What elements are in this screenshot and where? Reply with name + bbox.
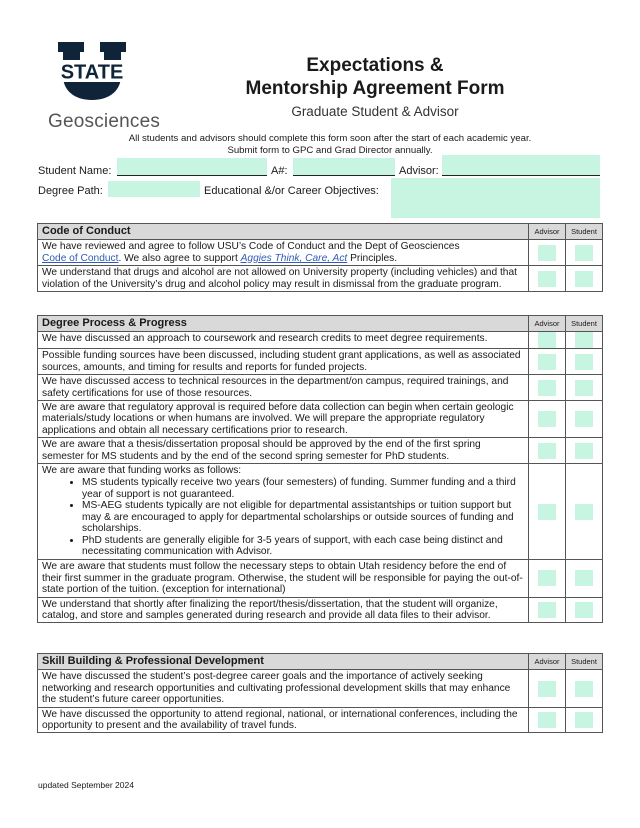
- list-item: • MS-AEG students typically are not eligible for departmental assistantships or tuition support but may & are encouraged to apply for departmental scholarships or outside sources of funding and scholarships.: [82, 500, 524, 534]
- form-subtitle: Graduate Student & Advisor: [291, 104, 459, 119]
- funding-list: [42, 477, 524, 557]
- code-of-conduct-table: [37, 223, 603, 292]
- student-check-cell: [566, 332, 603, 349]
- student-check-cell: [566, 438, 603, 464]
- student-column-header: Student: [566, 316, 603, 332]
- advisor-checkbox[interactable]: [538, 504, 556, 520]
- student-column-header: Student: [566, 224, 603, 240]
- student-checkbox[interactable]: [575, 245, 593, 261]
- advisor-check-cell: [529, 670, 566, 707]
- advisor-checkbox[interactable]: [538, 570, 556, 586]
- advisor-check-cell: [529, 401, 566, 438]
- table-row: [38, 332, 603, 349]
- agreement-text: We understand that shortly after finalizing the report/thesis/dissertation, that the student will organize, catalog, and store and samples generated during research and provide all data files to their advisor.: [38, 597, 529, 623]
- student-checkbox[interactable]: [575, 443, 593, 459]
- student-checkbox[interactable]: [575, 712, 593, 728]
- student-check-cell: [566, 597, 603, 623]
- code-of-conduct-link[interactable]: Code of Conduct: [42, 252, 119, 264]
- student-checkbox[interactable]: [575, 380, 593, 396]
- table-row: [38, 375, 603, 401]
- form-title-line1: Expectations &: [306, 55, 444, 76]
- advisor-checkbox[interactable]: [538, 411, 556, 427]
- student-name-field[interactable]: [117, 158, 267, 176]
- table-row: [38, 670, 603, 707]
- logo-subtitle: Geosciences: [48, 111, 161, 132]
- advisor-checkbox[interactable]: [538, 712, 556, 728]
- table-row: [38, 464, 603, 560]
- student-checkbox[interactable]: [575, 570, 593, 586]
- advisor-check-cell: [529, 464, 566, 560]
- student-checkbox[interactable]: [575, 354, 593, 370]
- student-check-cell: [566, 560, 603, 597]
- advisor-check-cell: [529, 266, 566, 292]
- skill-building-table: [37, 653, 603, 733]
- advisor-checkbox[interactable]: [538, 332, 556, 348]
- list-item: • PhD students are generally eligible for 3-5 years of support, with each case being distinct and necessitating communication with Advisor.: [82, 535, 524, 558]
- section-header-row: [38, 654, 603, 670]
- student-checkbox[interactable]: [575, 681, 593, 697]
- student-checkbox[interactable]: [575, 271, 593, 287]
- agreement-text: We understand that drugs and alcohol are not allowed on University property (including vehicles) and that violation of the University’s drug and alcohol policy may result in dismissal from the graduate program.: [38, 266, 529, 292]
- student-checkbox[interactable]: [575, 332, 593, 348]
- student-check-cell: [566, 401, 603, 438]
- form-title-line2: Mentorship Agreement Form: [245, 78, 505, 99]
- skill-building-heading: Skill Building & Professional Development: [38, 654, 529, 670]
- student-checkbox[interactable]: [575, 602, 593, 618]
- conduct-row1-text-c: Principles.: [347, 252, 398, 264]
- student-column-header: Student: [566, 654, 603, 670]
- aggies-think-care-act-link[interactable]: Aggies Think, Care, Act: [240, 252, 348, 264]
- degree-path-label: Degree Path:: [38, 185, 103, 197]
- advisor-checkbox[interactable]: [538, 443, 556, 459]
- updated-date-footer: updated September 2024: [38, 780, 134, 790]
- advisor-checkbox[interactable]: [538, 354, 556, 370]
- agreement-text: We are aware that a thesis/dissertation proposal should be approved by the end of the first spring semester for MS students and by the end of the second spring semester for PhD students.: [38, 438, 529, 464]
- student-check-cell: [566, 266, 603, 292]
- usu-u-logo-icon: [54, 42, 130, 100]
- funding-intro: We are aware that funding works as follows:: [42, 465, 242, 477]
- table-row: [38, 597, 603, 623]
- advisor-check-cell: [529, 349, 566, 375]
- list-item: • MS students typically receive two years (four semesters) of funding. Summer funding and a third year of support is not guaranteed.: [82, 477, 524, 500]
- section-header-row: [38, 224, 603, 240]
- advisor-checkbox[interactable]: [538, 681, 556, 697]
- conduct-row1-text-b: . We also agree to support: [118, 252, 241, 264]
- agreement-text: We have discussed access to technical resources in the department/on campus, required trainings, and safety certifications for use of those resources.: [38, 375, 529, 401]
- advisor-checkbox[interactable]: [538, 271, 556, 287]
- advisor-checkbox[interactable]: [538, 380, 556, 396]
- agreement-text: We are aware that regulatory approval is required before data collection can begin when certain geologic materials/study locations or when humans are involved. We will prepare the appropriate regulatory applications and obtain all necessary certifications prior to research.: [38, 401, 529, 438]
- form-title-block: [230, 54, 520, 119]
- student-name-label: Student Name:: [38, 165, 112, 177]
- student-check-cell: [566, 349, 603, 375]
- advisor-check-cell: [529, 438, 566, 464]
- section-header-row: [38, 316, 603, 332]
- table-row: [38, 707, 603, 733]
- advisor-field[interactable]: [442, 155, 600, 176]
- student-checkbox[interactable]: [575, 411, 593, 427]
- advisor-check-cell: [529, 332, 566, 349]
- advisor-column-header: Advisor: [529, 224, 566, 240]
- agreement-text: [38, 240, 529, 266]
- agreement-text: We have discussed the student’s post-degree career goals and the importance of actively seeking networking and research opportunities and cultivating professional development skills that may enhance the student’s future career opportunities.: [38, 670, 529, 707]
- table-row: [38, 349, 603, 375]
- table-row: [38, 560, 603, 597]
- advisor-check-cell: [529, 597, 566, 623]
- agreement-text: Possible funding sources have been discussed, including student grant applications, as well as associated sources, amounts, and timing for results and reports for funded projects.: [38, 349, 529, 375]
- advisor-check-cell: [529, 375, 566, 401]
- a-number-label: A#:: [271, 165, 288, 177]
- agreement-text: We have discussed the opportunity to attend regional, national, or international conferences, including the opportunity to present and the availability of travel funds.: [38, 707, 529, 733]
- student-check-cell: [566, 375, 603, 401]
- agreement-text: [38, 464, 529, 560]
- advisor-label: Advisor:: [399, 165, 439, 177]
- advisor-checkbox[interactable]: [538, 245, 556, 261]
- student-check-cell: [566, 670, 603, 707]
- advisor-column-header: Advisor: [529, 316, 566, 332]
- code-of-conduct-heading: Code of Conduct: [38, 224, 529, 240]
- table-row: [38, 266, 603, 292]
- agreement-text: We have discussed an approach to coursework and research credits to meet degree requirements.: [38, 332, 529, 349]
- student-check-cell: [566, 240, 603, 266]
- objectives-label: Educational &/or Career Objectives:: [204, 185, 379, 197]
- agreement-text: We are aware that students must follow the necessary steps to obtain Utah residency before the end of their first summer in the graduate program. Otherwise, the student will be responsible for paying the out-of-state portion of the tuition. (exception for international): [38, 560, 529, 597]
- intro-line2: Submit form to GPC and Grad Director annually.: [227, 145, 433, 156]
- intro-text: [60, 133, 600, 157]
- advisor-check-cell: [529, 240, 566, 266]
- usu-logo: [48, 42, 161, 133]
- table-row: [38, 240, 603, 266]
- intro-line1: All students and advisors should complete this form soon after the start of each academic year.: [128, 133, 532, 144]
- advisor-checkbox[interactable]: [538, 602, 556, 618]
- table-row: [38, 438, 603, 464]
- degree-path-field[interactable]: [108, 181, 200, 197]
- advisor-column-header: Advisor: [529, 654, 566, 670]
- table-row: [38, 401, 603, 438]
- advisor-check-cell: [529, 707, 566, 733]
- objectives-field[interactable]: [391, 178, 600, 218]
- student-checkbox[interactable]: [575, 504, 593, 520]
- a-number-field[interactable]: [293, 158, 395, 176]
- advisor-check-cell: [529, 560, 566, 597]
- degree-process-heading: Degree Process & Progress: [38, 316, 529, 332]
- conduct-row1-text: We have reviewed and agree to follow USU’s Code of Conduct and the Dept of Geosciences: [42, 241, 460, 253]
- degree-process-table: [37, 315, 603, 623]
- student-check-cell: [566, 707, 603, 733]
- student-check-cell: [566, 464, 603, 560]
- svg-text:STATE: STATE: [60, 61, 124, 84]
